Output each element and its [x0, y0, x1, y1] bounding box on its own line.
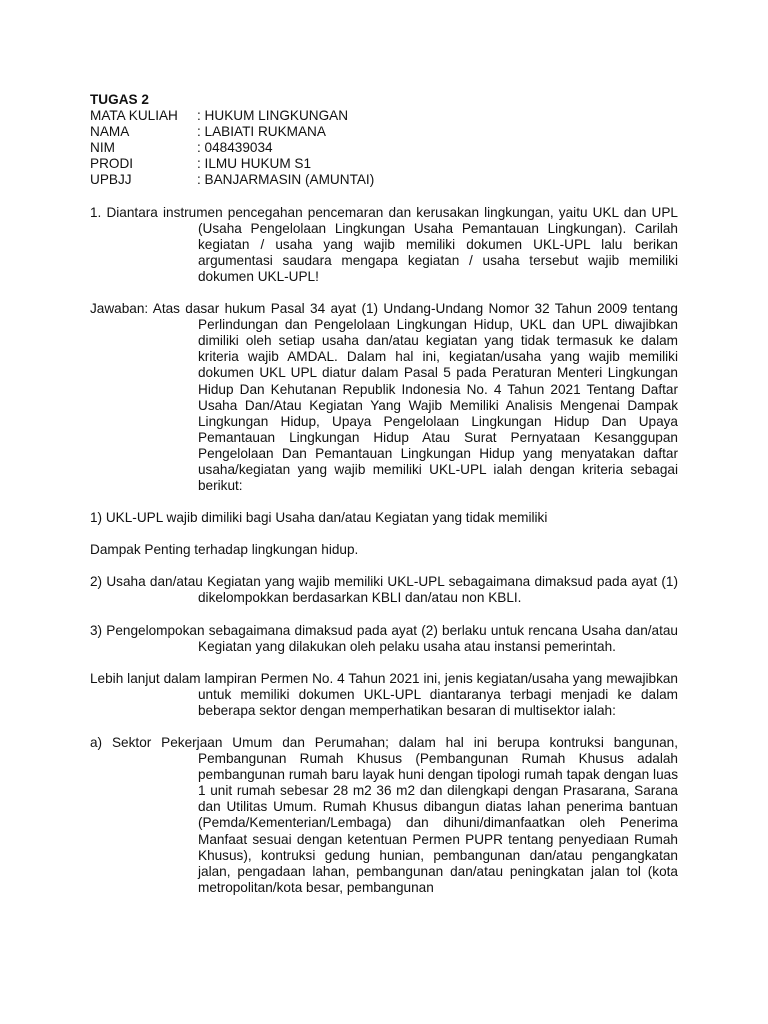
meta-value: : ILMU HUKUM S1	[197, 156, 312, 172]
meta-value: : LABIATI RUKMANA	[197, 124, 326, 140]
student-info	[90, 108, 678, 188]
meta-row-prodi	[90, 156, 678, 172]
meta-row-course	[90, 108, 678, 124]
further-paragraph: Lebih lanjut dalam lampiran Permen No. 4 Tahun 2021 ini, jenis kegiatan/usaha yang mewajibkan untuk memiliki dokumen UKL-UPL diantaranya terbagi menjadi ke dalam beberapa sektor dengan memperhatikan besaran di multisektor ialah:	[90, 670, 678, 718]
meta-row-nim	[90, 140, 678, 156]
criteria-point-1: 1) UKL-UPL wajib dimiliki bagi Usaha dan/atau Kegiatan yang tidak memiliki	[90, 510, 548, 526]
meta-label: NIM	[90, 140, 115, 156]
criteria-point-1-continued: Dampak Penting terhadap lingkungan hidup.	[90, 542, 359, 558]
answer-paragraph: Jawaban: Atas dasar hukum Pasal 34 ayat (1) Undang-Undang Nomor 32 Tahun 2009 tentang Perlindungan dan Pengelolaan Lingkungan Hidup, UKL dan UPL diwajibkan dimiliki oleh setiap usaha dan/atau kegiatan yang tidak termasuk ke dalam kriteria wajib AMDAL. Dalam hal ini, kegiatan/usaha yang wajib memiliki dokumen UKL UPL diatur dalam Pasal 5 pada Peraturan Menteri Lingkungan Hidup Dan Kehutanan Republik Indonesia No. 4 Tahun 2021 Tentang Daftar Usaha Dan/Atau Kegiatan Yang Wajib Memiliki Analisis Mengenai Dampak Lingkungan Hidup, Upaya Pengelolaan Lingkungan Hidup Dan Upaya Pemantauan Lingkungan Hidup Atau Surat Pernyataan Kesanggupan Pengelolaan Dan Pemantauan Lingkungan Hidup yang menyatakan daftar usaha/kegiatan yang wajib memiliki UKL-UPL ialah dengan kriteria sebagai berikut:	[90, 301, 678, 494]
meta-label: UPBJJ	[90, 172, 132, 188]
criteria-point-3: 3) Pengelompokan sebagaimana dimaksud pada ayat (2) berlaku untuk rencana Usaha dan/atau Kegiatan yang dilakukan oleh pelaku usaha atau instansi pemerintah.	[90, 622, 678, 654]
meta-value: : 048439034	[197, 140, 273, 156]
document-page	[90, 92, 678, 896]
meta-label: MATA KULIAH	[90, 108, 178, 124]
meta-row-upbjj	[90, 172, 678, 188]
meta-label: NAMA	[90, 124, 130, 140]
sector-a-paragraph: a) Sektor Pekerjaan Umum dan Perumahan; dalam hal ini berupa kontruksi bangunan, Pembangunan Rumah Khusus (Pembangunan Rumah Khusus adalah pembangunan rumah baru layak huni dengan tipologi rumah tapak dengan luas 1 unit rumah sebesar 28 m2 36 m2 dan dilengkapi dengan Prasarana, Sarana dan Utilitas Umum. Rumah Khusus dibangun diatas lahan penerima bantuan (Pemda/Kementerian/Lembaga) dan dihuni/dimanfaatkan oleh Penerima Manfaat sesuai dengan ketentuan Permen PUPR tentang penyediaan Rumah Khusus), kontruksi gedung hunian, pembangunan dan/atau pengangkatan jalan, pengadaan lahan, pembangunan dan/atau peningkatan jalan tol (kota metropolitan/kota besar, pembangunan	[90, 735, 678, 895]
criteria-point-2: 2) Usaha dan/atau Kegiatan yang wajib memiliki UKL-UPL sebagaimana dimaksud pada ayat (1) dikelompokkan berdasarkan KBLI dan/atau non KBLI.	[90, 574, 678, 606]
meta-value: : BANJARMASIN (AMUNTAI)	[197, 172, 375, 188]
document-title: TUGAS 2	[90, 92, 149, 107]
meta-label: PRODI	[90, 156, 134, 172]
question-paragraph: 1. Diantara instrumen pencegahan pencemaran dan kerusakan lingkungan, yaitu UKL dan UPL (Usaha Pengelolaan Lingkungan Usaha Pemantauan Lingkungan). Carilah kegiatan / usaha yang wajib memiliki dokumen UKL-UPL lalu berikan argumentasi saudara mengapa kegiatan / usaha tersebut wajib memiliki dokumen UKL-UPL!	[90, 204, 678, 284]
meta-row-name	[90, 124, 678, 140]
meta-value: : HUKUM LINGKUNGAN	[197, 108, 349, 124]
